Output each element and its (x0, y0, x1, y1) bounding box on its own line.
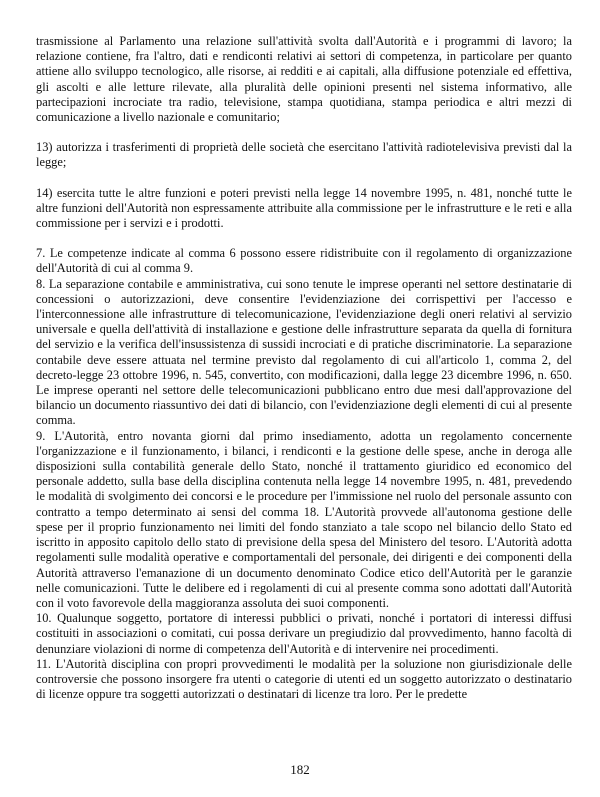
paragraph-comma-11: 11. L'Autorità disciplina con propri provvedimenti le modalità per la soluzione non giurisdizionale delle controversie che possono insorgere fra utenti o categorie di utenti ed un soggetto autorizzato o destinatario di licenze oppure tra soggetti autorizzati o destinatari di licenze tra loro. Per le predette (36, 656, 572, 702)
paragraph-item-13: 13) autorizza i trasferimenti di proprietà delle società che esercitano l'attività radiotelevisiva previsti dal la legge; (36, 140, 572, 170)
paragraph-comma-7: 7. Le competenze indicate al comma 6 possono essere ridistribuite con il regolamento di organizzazione dell'Autorità di cui al comma 9. (36, 246, 572, 276)
paragraph-comma-9: 9. L'Autorità, entro novanta giorni dal primo insediamento, adotta un regolamento concernente l'organizzazione e il funzionamento, i bilanci, i rendiconti e la gestione delle spese, anche in deroga alle disposizioni sulla contabilità generale dello Stato, nonché il trattamento giuridico ed economico del personale addetto, sulla base della disciplina contenuta nella legge 14 novembre 1995, n. 481, prevedendo le modalità di svolgimento dei concorsi e le procedure per l'immissione nel ruolo del personale assunto con contratto a tempo determinato ai sensi del comma 18. L'Autorità provvede all'autonoma gestione delle spese per il proprio funzionamento nei limiti del fondo stanziato a tale scopo nel bilancio dello Stato ed iscritto in apposito capitolo dello stato di previsione della spesa del Ministero del tesoro. L'Autorità adotta regolamenti sulle modalità operative e comportamentali del personale, dei dirigenti e dei componenti della Autorità attraverso l'emanazione di un documento denominato Codice etico dell'Autorità per le garanzie nelle comunicazioni. Tutte le delibere ed i regolamenti di cui al presente comma sono adottati dall'Autorità con il voto favorevole della maggioranza assoluta dei suoi componenti. (36, 428, 572, 610)
document-body (36, 34, 572, 702)
paragraph-comma-8: 8. La separazione contabile e amministrativa, cui sono tenute le imprese operanti nel settore destinatarie di concessioni o autorizzazioni, deve consentire l'evidenziazione dei corrispettivi per l'accesso e l'interconnessione alle infrastrutture di telecomunicazione, l'evidenziazione degli oneri relativi al servizio universale e quella dell'attività di installazione e gestione delle infrastrutture separata da quella di fornitura del servizio e la verifica dell'insussistenza di sussidi incrociati e di pratiche discriminatorie. La separazione contabile deve essere attuata nel termine previsto dal regolamento di cui all'articolo 1, comma 2, del decreto-legge 23 ottobre 1996, n. 545, convertito, con modificazioni, dalla legge 23 dicembre 1996, n. 650. Le imprese operanti nel settore delle telecomunicazioni pubblicano entro due mesi dall'approvazione del bilancio un documento riassuntivo dei dati di bilancio, con l'evidenziazione degli elementi di cui al presente comma. (36, 276, 572, 428)
page-number: 182 (290, 762, 310, 777)
paragraph-comma-10: 10. Qualunque soggetto, portatore di interessi pubblici o privati, nonché i portatori di interessi diffusi costituiti in associazioni o comitati, cui possa derivare un pregiudizio dal provvedimento, hanno facoltà di denunziare violazioni di norme di competenza dell'Autorità e di intervenire nei procedimenti. (36, 611, 572, 656)
paragraph-item-14: 14) esercita tutte le altre funzioni e poteri previsti nella legge 14 novembre 1995, n. 481, nonché tutte le altre funzioni dell'Autorità non espressamente attribuite alla commissione per le infrastrutture e le reti e alla commissione per i servizi e i prodotti. (36, 185, 572, 231)
paragraph-continuation: trasmissione al Parlamento una relazione sull'attività svolta dall'Autorità e i programmi di lavoro; la relazione contiene, fra l'altro, dati e rendiconti relativi ai settori di competenza, in particolare per quanto attiene allo sviluppo tecnologico, alle risorse, ai redditi e ai capitali, alla diffusione potenziale ed effettiva, gli ascolti e alle letture rilevate, alla pluralità delle opinioni presenti nel sistema informativo, alle partecipazioni incrociate tra radio, televisione, stampa quotidiana, stampa periodica e altri mezzi di comunicazione a livello nazionale e comunitario; (36, 34, 572, 125)
